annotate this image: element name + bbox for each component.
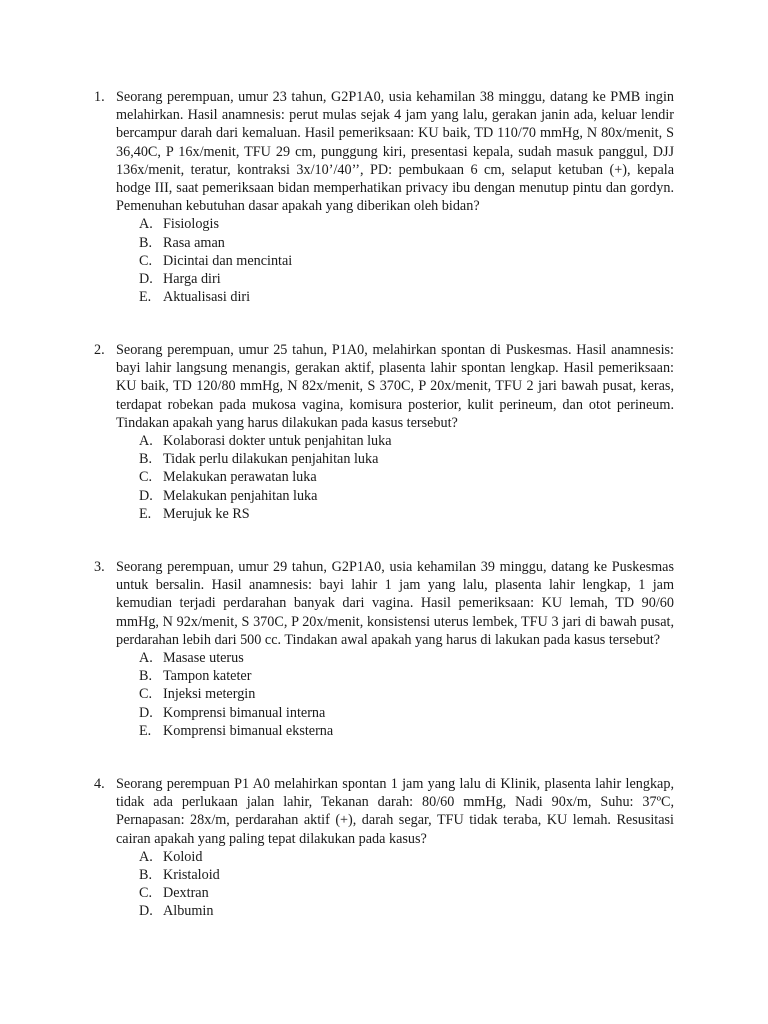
option-a [139, 649, 674, 667]
answer-options [139, 215, 674, 306]
option-d [139, 902, 674, 920]
option-e [139, 505, 674, 523]
answer-options [139, 432, 674, 523]
option-d [139, 704, 674, 722]
option-a [139, 215, 674, 233]
option-text: Dextran [163, 885, 209, 902]
option-letter: A. [139, 433, 153, 450]
question-number: 3. [94, 559, 105, 575]
answer-options [139, 848, 674, 921]
question-stem [94, 341, 674, 432]
option-letter: D. [139, 903, 153, 920]
option-text: Koloid [163, 848, 203, 865]
option-letter: D. [139, 270, 153, 287]
question-number: 2. [94, 342, 105, 358]
option-text: Fisiologis [163, 216, 219, 233]
option-text: Tampon kateter [163, 668, 252, 685]
option-b [139, 866, 674, 884]
option-letter: B. [139, 234, 153, 251]
option-text: Albumin [163, 903, 214, 920]
option-b [139, 234, 674, 252]
question-4 [94, 775, 674, 921]
option-e [139, 722, 674, 740]
option-text: Masase uterus [163, 650, 244, 667]
option-text: Komprensi bimanual interna [163, 704, 326, 721]
option-letter: C. [139, 885, 153, 902]
option-letter: D. [139, 487, 153, 504]
option-letter: A. [139, 216, 153, 233]
question-stem [94, 775, 674, 848]
question-3 [94, 558, 674, 740]
option-c [139, 685, 674, 703]
question-text: Seorang perempuan P1 A0 melahirkan spontan 1 jam yang lalu di Klinik, plasenta lahir lengkap, tidak ada perlukaan jalan lahir, Tekanan darah: 80/60 mmHg, Nadi 90x/m, Suhu: 37ºC, Pernapasan: 28x/m, perdarahan aktif (+), darah segar, TFU tidak teraba, KU lemah. Resusitasi cairan apakah yang paling tepat dilakukan pada kasus? [116, 776, 674, 847]
question-text: Seorang perempuan, umur 23 tahun, G2P1A0, usia kehamilan 38 minggu, datang ke PMB ingin melahirkan. Hasil anamnesis: perut mulas sejak 4 jam yang lalu, gerakan janin ada, keluar lendir bercampur darah dari kemaluan. Hasil pemeriksaan: KU baik, TD 110/70 mmHg, N 80x/menit, S 36,40C, P 16x/menit, TFU 29 cm, punggung kiri, presentasi kepala, sudah masuk panggul, DJJ 136x/menit, teratur, kontraksi 3x/10’/40’’, PD: pembukaan 6 cm, selaput ketuban (+), kepala hodge III, saat pemeriksaan bidan memperhatikan privacy ibu dengan menutup pintu dan gordyn. Pemenuhan kebutuhan dasar apakah yang diberikan oleh bidan? [116, 89, 674, 215]
option-letter: A. [139, 848, 153, 865]
option-e [139, 288, 674, 306]
option-letter: C. [139, 252, 153, 269]
option-letter: D. [139, 704, 153, 721]
question-text: Seorang perempuan, umur 25 tahun, P1A0, melahirkan spontan di Puskesmas. Hasil anamnesis: bayi lahir langsung menangis, gerakan aktif, plasenta lahir spontan lengkap. Hasil pemeriksaan: KU baik, TD 120/80 mmHg, N 82x/menit, S 370C, P 20x/menit, TFU 2 jari bawah pusat, keras, terdapat robekan pada mukosa vagina, komisura posterior, kulit perineum, dan otot perineum. Tindakan apakah yang harus dilakukan pada kasus tersebut? [116, 342, 674, 431]
option-letter: E. [139, 505, 152, 522]
option-letter: B. [139, 668, 153, 685]
option-a [139, 848, 674, 866]
option-text: Tidak perlu dilakukan penjahitan luka [163, 451, 379, 468]
option-b [139, 450, 674, 468]
option-c [139, 884, 674, 902]
question-stem [94, 88, 674, 215]
option-text: Melakukan perawatan luka [163, 469, 317, 486]
option-letter: A. [139, 650, 153, 667]
question-text: Seorang perempuan, umur 29 tahun, G2P1A0, usia kehamilan 39 minggu, datang ke Puskesmas untuk bersalin. Hasil anamnesis: bayi lahir 1 jam yang lalu, plasenta lahir lengkap, 1 jam kemudian terjadi perdarahan banyak dari vagina. Hasil pemeriksaan: KU lemah, TD 90/60 mmHg, N 92x/menit, S 370C, P 20x/menit, konsistensi uterus lembek, TFU 3 jari di bawah pusat, perdarahan lebih dari 500 cc. Tindakan awal apakah yang harus di lakukan pada kasus tersebut? [116, 559, 674, 648]
question-number: 1. [94, 89, 105, 105]
option-text: Kristaloid [163, 867, 220, 883]
question-number: 4. [94, 776, 105, 792]
option-letter: C. [139, 469, 153, 486]
option-text: Kolaborasi dokter untuk penjahitan luka [163, 433, 392, 450]
question-2 [94, 341, 674, 523]
option-b [139, 667, 674, 685]
option-text: Injeksi metergin [163, 686, 256, 703]
option-letter: E. [139, 722, 152, 739]
option-text: Melakukan penjahitan luka [163, 487, 318, 504]
option-letter: B. [139, 867, 153, 883]
option-letter: B. [139, 451, 153, 468]
option-text: Komprensi bimanual eksterna [163, 722, 334, 739]
option-text: Merujuk ke RS [163, 505, 250, 522]
option-letter: C. [139, 686, 153, 703]
option-text: Rasa aman [163, 234, 225, 251]
option-text: Harga diri [163, 270, 221, 287]
option-d [139, 487, 674, 505]
question-1 [94, 88, 674, 306]
option-c [139, 252, 674, 270]
answer-options [139, 649, 674, 740]
option-a [139, 432, 674, 450]
option-text: Dicintai dan mencintai [163, 252, 293, 269]
option-text: Aktualisasi diri [163, 289, 251, 306]
option-c [139, 468, 674, 486]
option-d [139, 270, 674, 288]
question-stem [94, 558, 674, 649]
option-letter: E. [139, 289, 152, 306]
